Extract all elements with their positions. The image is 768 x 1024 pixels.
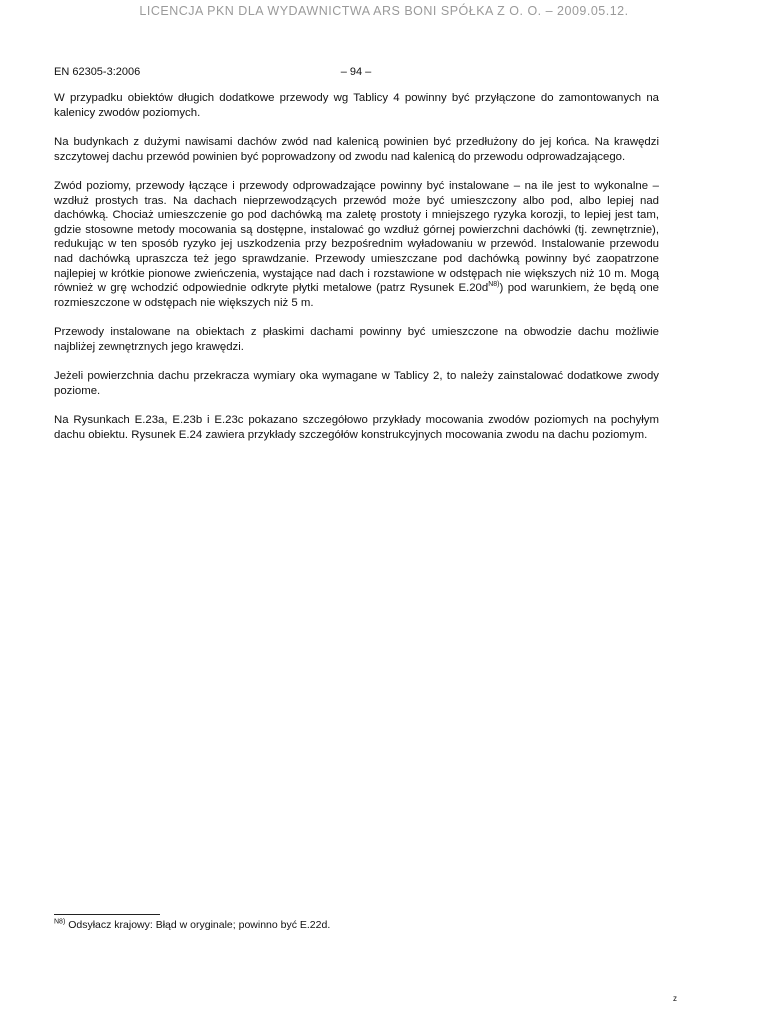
paragraph: Przewody instalowane na obiektach z płaskimi dachami powinny być umieszczone na obwodzie dachu możliwie najbliżej zewnętrznych jego krawędzi. xyxy=(54,326,659,353)
license-watermark: LICENCJA PKN DLA WYDAWNICTWA ARS BONI SPÓŁKA Z O. O. – 2009.05.12. xyxy=(139,4,629,18)
paragraph: Na Rysunkach E.23a, E.23b i E.23c pokazano szczegółowo przykłady mocowania zwodów poziomych na pochyłym dachu obiektu. Rysunek E.24 zawiera przykłady szczegółów konstrukcyjnych mocowania zwodu na dachu poziomym. xyxy=(54,414,659,441)
paragraph-text: Zwód poziomy, przewody łączące i przewody odprowadzające powinny być instalowane – na ile jest to wykonalne – wzdłuż prostych tras. Na dachach nieprzewodzących przewód może być umieszczony albo pod, albo lepiej nad dachówką. Chociaż umieszczenie go pod dachówką ma zaletę prostoty i mniejszego ryzyka korozji, to lepiej jest tam, gdzie stosowne metody mocowania są dostępne, instalować go wzdłuż górnej powierzchni dachówki (tj. zewnętrznie), redukując w ten sposób ryzyko jej uszkodzenia przy bezpośrednim wyładowaniu w przewód. Instalowanie przewodu nad dachówką upraszcza też jego sprawdzanie. Przewody umieszczane pod dachówką powinny być zaopatrzone najlepiej w krótkie pionowe zwieńczenia, wystające nad dach i rozstawione w odstępach nie większych niż 10 m. Mogą również w grę wchodzić odpowiednie odkryte płytki metalowe (patrz Rysunek E.20d xyxy=(54,179,659,295)
corner-mark: z xyxy=(673,994,677,1003)
document-id: EN 62305-3:2006 xyxy=(54,66,141,78)
paragraph: W przypadku obiektów długich dodatkowe przewody wg Tablicy 4 powinny być przyłączone do zamontowanych na kalenicy zwodów poziomych. xyxy=(54,92,659,119)
page-number: – 94 – xyxy=(340,66,372,78)
body-text xyxy=(54,91,659,457)
paragraph: Na budynkach z dużymi nawisami dachów zwód nad kalenicą powinien być przedłużony do jej końca. Na krawędzi szczytowej dachu przewód powinien być poprowadzony od zwodu nad kalenicą do przewodu odprowadzającego. xyxy=(54,135,659,163)
paragraph: Jeżeli powierzchnia dachu przekracza wymiary oka wymagane w Tablicy 2, to należy zainstalować dodatkowe zwody poziome. xyxy=(54,370,659,397)
footnote-text: Odsyłacz krajowy: Błąd w oryginale; powinno być E.22d. xyxy=(65,919,331,931)
footnote xyxy=(54,919,330,931)
footnote-mark: N8) xyxy=(54,918,66,926)
footnote-reference[interactable]: N8) xyxy=(488,281,500,289)
footnote-divider xyxy=(54,914,160,915)
paragraph xyxy=(54,179,659,310)
paragraph-text: ) pod warunkiem, że będą one rozmieszczone w odstępach nie większych niż 5 m. xyxy=(54,282,660,309)
